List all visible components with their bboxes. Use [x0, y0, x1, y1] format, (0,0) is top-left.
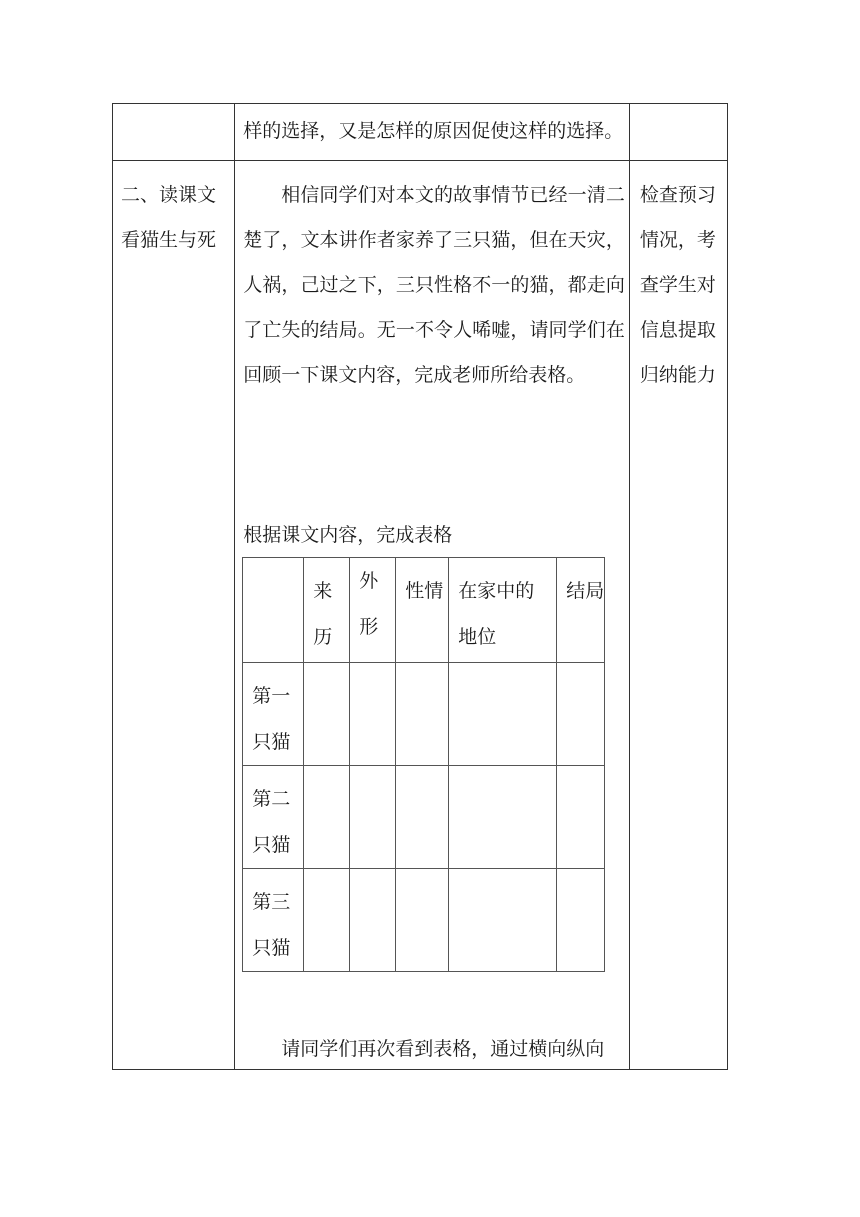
empty-cell[interactable]: [304, 869, 350, 972]
empty-cell[interactable]: [350, 766, 396, 869]
intro-paragraph: 相信同学们对本文的故事情节已经一清二楚了，文本讲作者家养了三只猫，但在天灾，人祸，己过之下，三只性格不一的猫，都走向了亡失的结局。无一不令人唏嘘，请同学们在回顾一下课文内容，完成老师所给表格。: [243, 184, 625, 386]
table-row: [113, 161, 728, 1070]
row-label: 第二只猫: [243, 766, 304, 869]
header-cell: [243, 558, 304, 663]
header-cell: 来历: [304, 558, 350, 663]
row-label: 第三只猫: [243, 869, 304, 972]
section-title-line: 看猫生与死: [121, 229, 217, 251]
table-row: [113, 104, 728, 161]
empty-cell[interactable]: [449, 869, 557, 972]
empty-cell[interactable]: [449, 663, 557, 766]
empty-cell[interactable]: [304, 766, 350, 869]
section-title: [113, 161, 235, 1070]
table-header-row: [243, 558, 605, 663]
empty-cell[interactable]: [304, 663, 350, 766]
lesson-plan-table: [112, 103, 728, 1070]
empty-cell[interactable]: [396, 766, 449, 869]
table-row: [243, 663, 605, 766]
empty-cell[interactable]: [350, 869, 396, 972]
purpose-note: 检查预习情况，考查学生对信息提取归纳能力: [629, 161, 727, 1070]
header-cell: 在家中的地位: [449, 558, 557, 663]
closing-line: 请同学们再次看到表格，通过横向纵向: [281, 1038, 605, 1060]
empty-cell: [113, 104, 235, 161]
header-cell: 外形: [350, 558, 396, 663]
empty-cell[interactable]: [396, 869, 449, 972]
empty-cell: [629, 104, 727, 161]
empty-cell[interactable]: [557, 663, 605, 766]
empty-cell[interactable]: [350, 663, 396, 766]
empty-cell[interactable]: [449, 766, 557, 869]
header-cell: 结局: [557, 558, 605, 663]
section-title-line: 二、读课文: [121, 184, 217, 206]
row1-middle-text: 样的选择，又是怎样的原因促使这样的选择。: [235, 104, 630, 161]
header-cell: 性情: [396, 558, 449, 663]
empty-cell[interactable]: [396, 663, 449, 766]
activity-content: [235, 161, 630, 1070]
table-caption: 根据课文内容，完成表格: [243, 524, 453, 546]
cat-table: [242, 557, 605, 972]
empty-cell[interactable]: [557, 766, 605, 869]
row-label: 第一只猫: [243, 663, 304, 766]
table-row: [243, 869, 605, 972]
empty-cell[interactable]: [557, 869, 605, 972]
table-row: [243, 766, 605, 869]
